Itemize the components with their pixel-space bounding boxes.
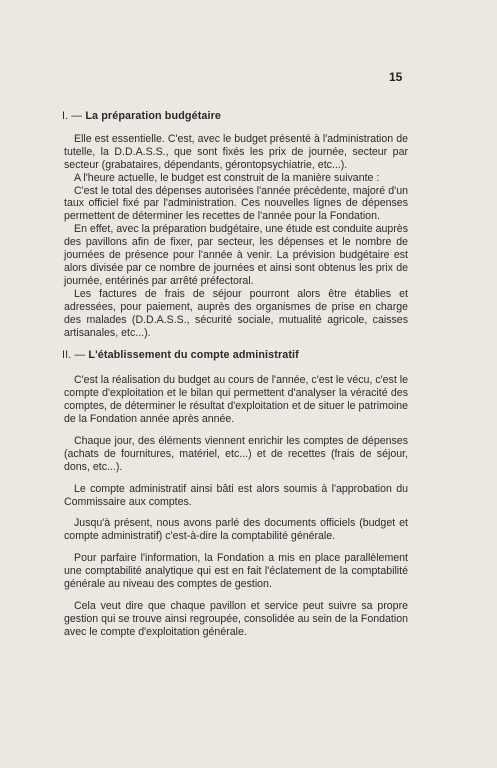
section-administrative-account — [64, 349, 408, 638]
section-number: II. — — [62, 349, 86, 362]
paragraph: C'est la réalisation du budget au cours de l'année, c'est le vécu, c'est le compte d'exploitation et le bilan qui permettent d'analyser la véracité des comptes, de déterminer le résultat d'exploitation et de situer le patrimoine de la Fondation année après année. — [64, 374, 408, 426]
paragraph: Elle est essentielle. C'est, avec le budget présenté à l'administration de tutelle, la D.D.A.S.S., que sont fixés les prix de journée, secteur par secteur (grabataires, dépendants, gérontopsychiatrie, etc...). — [64, 132, 408, 171]
page-content — [64, 110, 408, 648]
paragraph: Chaque jour, des éléments viennent enrichir les comptes de dépenses (achats de fournitures, matériel, etc...) et de recettes (frais de séjour, dons, etc...). — [64, 434, 408, 473]
section-title: La préparation budgétaire — [85, 110, 221, 122]
paragraph: A l'heure actuelle, le budget est construit de la manière suivante : — [74, 171, 380, 184]
paragraph: Les factures de frais de séjour pourront alors être établies et adressées, pour paiement, auprès des organismes de prise en charge des malades (D.D.A.S.S., sécurité sociale, mutualité agricole, caisses artisanales, etc...). — [64, 287, 408, 339]
section-title: L'établissement du compte administratif — [88, 349, 299, 362]
paragraph: Cela veut dire que chaque pavillon et service peut suivre sa propre gestion qui se trouve ainsi regroupée, consolidée au sein de la Fondation avec le compte d'exploitation générale. — [64, 600, 408, 638]
paragraph: Le compte administratif ainsi bâti est alors soumis à l'approbation du Commissaire aux comptes. — [64, 482, 408, 508]
section-budget-preparation — [64, 110, 408, 339]
paragraph: Pour parfaire l'information, la Fondation a mis en place parallèlement une comptabilité analytique qui est en fait l'éclatement de la comptabilité générale au niveau des comptes de gestion. — [64, 552, 408, 591]
paragraph: Jusqu'à présent, nous avons parlé des documents officiels (budget et compte administratif) c'est-à-dire la comptabilité générale. — [64, 517, 408, 543]
section-heading — [62, 349, 408, 362]
section-number: I. — — [62, 110, 83, 122]
paragraph: C'est le total des dépenses autorisées l'année précédente, majoré d'un taux officiel fixé par l'administration. Ces nouvelles lignes de dépenses permettent de déterminer les recettes de l'année pour la Fondation. — [64, 184, 408, 223]
page-number: 15 — [389, 70, 403, 84]
section-heading — [62, 110, 408, 123]
paragraph: En effet, avec la préparation budgétaire, une étude est conduite auprès des pavillons afin de fixer, par secteur, les dépenses et le nombre de journées de présence pour l'année à venir. La prévision budgétaire est alors divisée par ce nombre de journées et ainsi sont obtenus les prix de journée, entérinés par arrêté préfectoral. — [64, 223, 408, 287]
